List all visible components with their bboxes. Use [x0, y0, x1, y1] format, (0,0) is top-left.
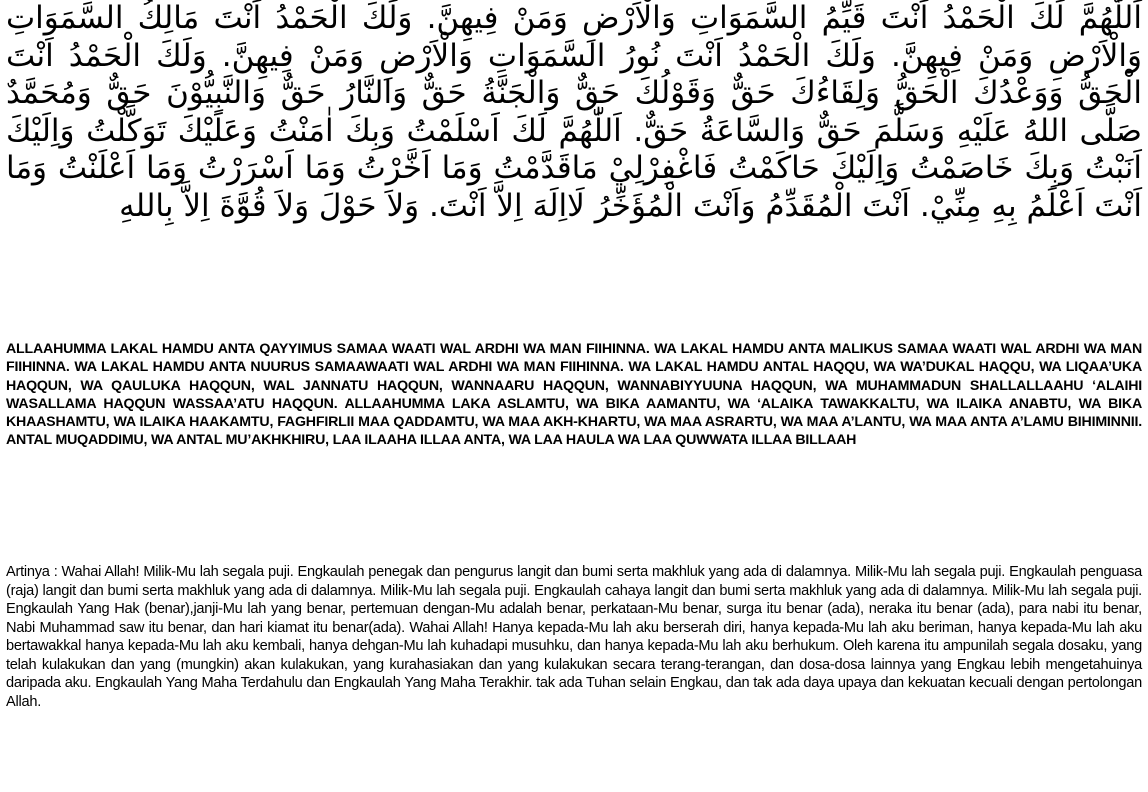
- translation-text: Artinya : Wahai Allah! Milik-Mu lah segala puji. Engkaulah penegak dan pengurus langit dan bumi serta makhluk yang ada di dalamnya. Milik-Mu lah segala puji. Engkaulah penguasa (raja) langit dan bumi serta makhluk yang ada di dalamnya. Milik-Mu lah segala puji. Engkaulah cahaya langit dan bumi serta makhluk yang ada di dalamnya. Milik-Mu lah segala puji. Engkaulah Yang Hak (benar),janji-Mu lah yang benar, pertemuan dengan-Mu adalah benar, perkataan-Mu benar, surga itu benar (ada), neraka itu benar (ada), para nabi itu benar, Nabi Muhammad saw itu benar, dan hari kiamat itu benar(ada). Wahai Allah! Hanya kepada-Mu lah aku berserah diri, hanya kepada-Mu lah aku beriman, hanya kepada-Mu lah aku bertawakkal hanya kepada-Mu lah aku kembali, hanya dehgan-Mu lah kuhadapi musuhku, dan hanya kepada-Mu lah aku berhukum. Oleh karena itu ampunilah segala dosaku, yang telah kulakukan dan yang (mungkin) akan kulakukan, yang kurahasiakan dan yang kulakukan secara terang-terangan, dan dosa-dosa lainnya yang Engkau lebih mengetahuinya daripada aku. Engkaulah Yang Maha Terdahulu dan Engkaulah Yang Maha Terakhir. tak ada Tuhan selain Engkau, dan tak ada daya upaya dan kekuatan kecuali dengan pertolongan Allah.: [6, 564, 1142, 710]
- arabic-prayer-text: اَللّٰهُمَّ لَكَ الْحَمْدُ اَنْتَ قَيِّمُ السَّمَوَاتِ وَالْاَرْضِ وَمَنْ فِيهِنَّ. وَلَكَ الْحَمْدُ اَنْتَ مَالِكُ السَّمَوَاتِ وَالْاَرْضِ وَمَنْ فِيهِنَّ. وَلَكَ الْحَمْدُ اَنْتَ نُورُ السَّمَوَاتِ وَالْاَرْضِ وَمَنْ فِيهِنَّ. وَلَكَ الْحَمْدُ اَنْتَ الْحَقُّ وَوَعْدُكَ الْحَقُّ وَلِقَاءُكَ حَقٌّ وَقَوْلُكَ حَقٌّ وَالْجَنَّةُ حَقٌّ وَالنَّارُ حَقٌّ وَالنَّبِيُّوْنَ حَقٌّ وَمُحَمَّدٌ صَلَّى اللهُ عَلَيْهِ وَسَلَّمَ حَقٌّ وَالسَّاعَةُ حَقٌّ. اَللّٰهُمَّ لَكَ اَسْلَمْتُ وَبِكَ اٰمَنْتُ وَعَلَيْكَ تَوَكَّلْتُ وَاِلَيْكَ اَنَبْتُ وَبِكَ خَاصَمْتُ وَاِلَيْكَ حَاكَمْتُ فَاغْفِرْلِيْ مَاقَدَّمْتُ وَمَا اَخَّرْتُ وَمَا اَسْرَرْتُ وَمَا اَعْلَنْتُ وَمَا اَنْتَ اَعْلَمُ بِهِ مِنِّيْ. اَنْتَ الْمُقَدِّمُ وَاَنْتَ الْمُؤَخِّرُ لَااِلَهَ اِلاَّ اَنْتَ. وَلاَ حَوْلَ وَلاَ قُوَّةَ اِلاَّ بِاللهِ: [6, 0, 1142, 224]
- transliteration-text: ALLAAHUMMA LAKAL HAMDU ANTA QAYYIMUS SAMAA WAATI WAL ARDHI WA MAN FIIHINNA. WA LAKAL HAMDU ANTA MALIKUS SAMAA WAATI WAL ARDHI WA MAN FIIHINNA. WA LAKAL HAMDU ANTA NUURUS SAMAAWAATI WAL ARDHI WA MAN FIIHINNA. WA LAKAL HAMDU ANTAL HAQQU, WA WA’DUKAL HAQQU, WA LIQAA’UKA HAQQUN, WA QAULUKA HAQQUN, WAL JANNATU HAQQUN, WANNAARU HAQQUN, WANNABIYYUUNA HAQQUN, WA MUHAMMADUN SHALLALLAAHU ‘ALAIHI WASALLAMA HAQQUN WASSAA’ATU HAQQUN. ALLAAHUMMA LAKA ASLAMTU, WA BIKA AAMANTU, WA ‘ALAIKA TAWAKKALTU, WA ILAIKA ANABTU, WA BIKA KHAASHAMTU, WA ILAIKA HAAKAMTU, FAGHFIRLII MAA QADDAMTU, WA MAA AKH-KHARTU, WA MAA ASRARTU, WA MAA A’LANTU, WA MAA ANTA A’LAMU BIHIMINNII. ANTAL MUQADDIMU, WA ANTAL MU’AKHKHIRU, LAA ILAAHA ILLAA ANTA, WA LAA HAULA WA LAA QUWWATA ILLAA BILLAAH: [6, 341, 1142, 449]
